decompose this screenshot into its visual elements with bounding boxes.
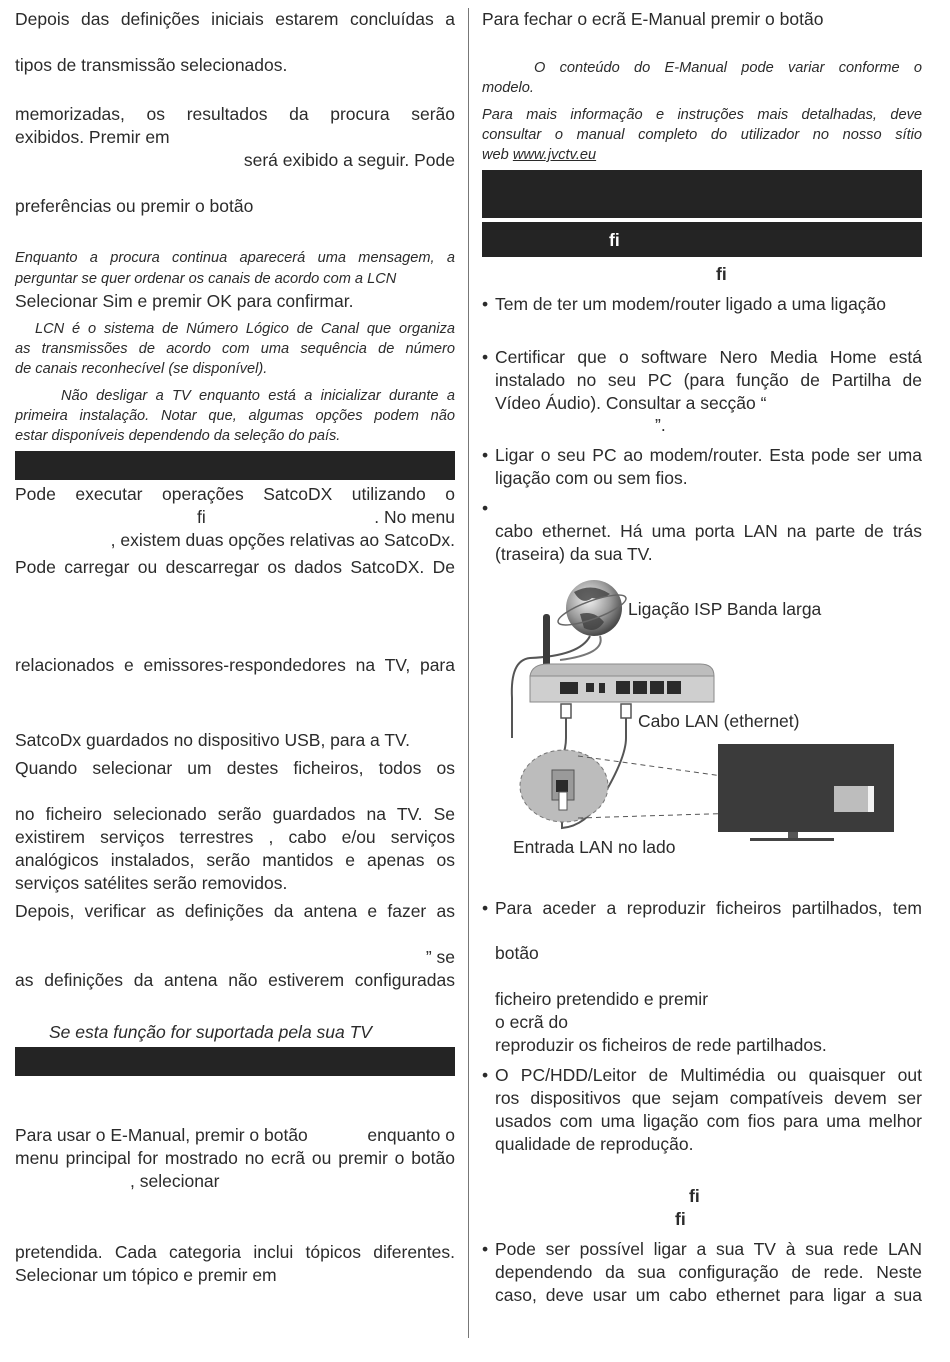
lan-port-zoom-icon	[520, 750, 608, 822]
paragraph-line: existirem serviços terrestres , cabo e/ou serviços	[15, 827, 455, 847]
router-icon	[530, 664, 714, 702]
italic-note-line: Não desligar a TV enquanto está a inicializar durante a	[61, 388, 455, 404]
italic-note-line: LCN é o sistema de Número Lógico de Canal que organiza	[35, 321, 455, 337]
italic-support-note: Se esta função for suportada pela sua TV	[49, 1022, 372, 1042]
italic-note-line: estar disponíveis dependendo da seleção do país.	[15, 428, 341, 444]
paragraph-line: Para fechar o ecrã E-Manual premir o botão	[482, 9, 824, 29]
paragraph-line: memorizadas, os resultados da procura serão	[15, 104, 455, 124]
bullet-icon: •	[482, 498, 489, 518]
bullet-text: Tem de ter um modem/router ligado a uma ligação	[495, 294, 887, 314]
paragraph-line: Pode executar operações SatcoDX utilizando o	[15, 484, 455, 504]
subsection-header-bar	[482, 222, 922, 257]
heading-fragment: fi	[716, 264, 727, 284]
bullet-text: caso, deve usar um cabo ethernet para ligar a sua	[495, 1285, 922, 1305]
paragraph-line: será exibido a seguir. Pode	[243, 150, 455, 170]
lan-cable-label: Cabo LAN (ethernet)	[638, 711, 800, 731]
bullet-text: dependendo da sua configuração de rede. Neste	[495, 1262, 922, 1282]
italic-note-line: as transmissões de acordo com uma sequência de número	[15, 341, 455, 357]
paragraph-line: Selecionar Sim e premir OK para confirmar.	[15, 291, 354, 311]
section-header-bar	[15, 451, 455, 480]
bullet-text: reproduzir os ficheiros de rede partilhados.	[495, 1035, 827, 1055]
section-header-bar	[482, 170, 922, 218]
paragraph-line: . No menu	[374, 507, 455, 527]
isp-label: Ligação ISP Banda larga	[628, 599, 822, 619]
bullet-icon: •	[482, 1065, 489, 1085]
heading-fragment: fi	[689, 1186, 700, 1206]
paragraph-line: , existem duas opções relativas ao SatcoDx.	[110, 530, 455, 550]
subsection-header-fragment: fi	[609, 230, 620, 250]
bullet-text: instalado no seu PC (para função de Partilha de	[495, 370, 922, 390]
bullet-text: cabo ethernet. Há uma porta LAN na parte de trás	[495, 521, 922, 541]
paragraph-line: Para usar o E-Manual, premir o botão	[15, 1125, 308, 1145]
network-connection-diagram	[482, 580, 922, 860]
website-link[interactable]: www.jvctv.eu	[512, 147, 597, 163]
bullet-icon: •	[482, 445, 489, 465]
bullet-text: ros dispositivos que sejam compatíveis devem ser	[495, 1088, 922, 1108]
bullet-text: O PC/HDD/Leitor de Multimédia ou quaisquer out	[495, 1065, 922, 1085]
paragraph-line: SatcoDx guardados no dispositivo USB, para a TV.	[15, 730, 410, 750]
bullet-icon: •	[482, 347, 489, 367]
italic-note-line: de canais reconhecível (se disponível).	[15, 361, 268, 377]
ligature-fragment: fi	[197, 507, 206, 527]
lan-input-label: Entrada LAN no lado	[513, 837, 676, 857]
bullet-text: o ecrã do	[495, 1012, 568, 1032]
tv-icon	[718, 744, 894, 841]
bullet-icon: •	[482, 294, 489, 314]
paragraph-line: relacionados e emissores-respondedores na TV, para	[15, 655, 455, 675]
bullet-text: ligação com ou sem fios.	[495, 468, 688, 488]
paragraph-line: as definições da antena não estiverem configuradas	[15, 970, 455, 990]
column-divider	[468, 8, 469, 1338]
bullet-text: Para aceder a reproduzir ficheiros partilhados, tem	[495, 898, 922, 918]
italic-note-line: Enquanto a procura continua aparecerá uma mensagem, a	[15, 250, 455, 266]
paragraph-line: ” se	[425, 947, 455, 967]
paragraph-line: Depois, verificar as definições da antena e fazer as	[15, 901, 455, 921]
bullet-text: Certificar que o software Nero Media Home está	[495, 347, 922, 367]
bullet-text: ficheiro pretendido e premir	[495, 989, 709, 1009]
italic-note-line: modelo.	[482, 80, 534, 96]
paragraph-line: Selecionar um tópico e premir em	[15, 1265, 277, 1285]
paragraph-line: enquanto o	[367, 1125, 455, 1145]
bullet-text: Pode ser possível ligar a sua TV à sua rede LAN	[495, 1239, 922, 1259]
web-label: web	[482, 147, 509, 163]
bullet-text: (traseira) da sua TV.	[495, 544, 653, 564]
section-header-bar	[15, 1047, 455, 1076]
italic-note-line: primeira instalação. Notar que, algumas opções podem não	[15, 408, 455, 424]
paragraph-line: preferências ou premir o botão	[15, 196, 254, 216]
paragraph-line: serviços satélites serão removidos.	[15, 873, 288, 893]
italic-note-line: consultar o manual completo do utilizador no nosso sítio	[482, 127, 922, 143]
bullet-text: ”.	[655, 415, 666, 435]
bullet-text: Vídeo Áudio). Consultar a secção “	[495, 393, 767, 413]
internet-globe-icon	[555, 580, 629, 636]
paragraph-line: Depois das definições iniciais estarem concluídas a	[15, 9, 455, 29]
paragraph-line: pretendida. Cada categoria inclui tópicos diferentes.	[15, 1242, 455, 1262]
paragraph-line: analógicos instalados, serão mantidos e apenas os	[15, 850, 455, 870]
heading-fragment: fi	[675, 1209, 686, 1229]
paragraph-line: no ficheiro selecionado serão guardados na TV. Se	[15, 804, 455, 824]
bullet-text: botão	[495, 943, 539, 963]
paragraph-line: , selecionar	[130, 1171, 220, 1191]
bullet-icon: •	[482, 898, 489, 918]
paragraph-line: Pode carregar ou descarregar os dados SatcoDX. De	[15, 557, 455, 577]
bullet-text: qualidade de reprodução.	[495, 1134, 694, 1154]
paragraph-line: Quando selecionar um destes ficheiros, todos os	[15, 758, 455, 778]
italic-note-line	[482, 145, 922, 165]
paragraph-line: menu principal for mostrado no ecrã ou premir o botão	[15, 1148, 455, 1168]
italic-note-line: O conteúdo do E-Manual pode variar conforme o	[534, 60, 922, 76]
paragraph-line: exibidos. Premir em	[15, 127, 170, 147]
bullet-text: Ligar o seu PC ao modem/router. Esta pode ser uma	[495, 445, 922, 465]
bullet-icon: •	[482, 1239, 489, 1259]
italic-note-line: Para mais informação e instruções mais detalhadas, deve	[482, 107, 922, 123]
italic-note-line: perguntar se quer ordenar os canais de acordo com a LCN	[15, 271, 397, 287]
paragraph-line: tipos de transmissão selecionados.	[15, 55, 288, 75]
bullet-text: usados com uma ligação com fios para uma melhor	[495, 1111, 922, 1131]
